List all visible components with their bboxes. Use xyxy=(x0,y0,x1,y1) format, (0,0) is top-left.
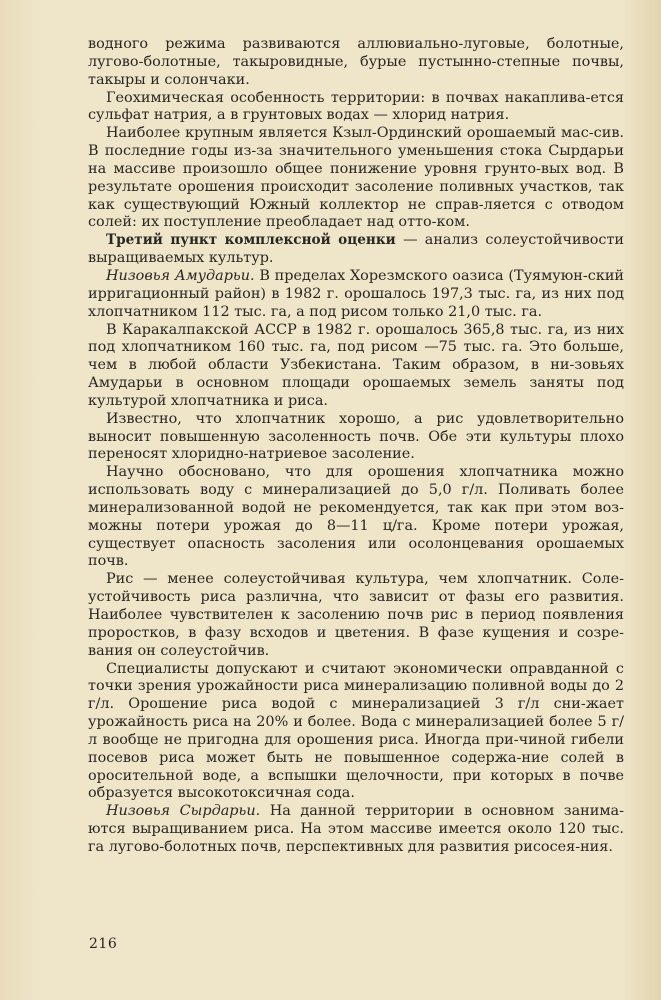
paragraph-6: В Каракалпакской АССР в 1982 г. орошалось 365,8 тыс. га, из них под хлопчатником 160 тыс. га, под рисом —75 тыс. га. Это больше, чем в любой области Узбекистана. Таким образом, в ни-зовьях Амударьи в основном площади орошаемых земель заняты под культурой хлопчатника и риса. xyxy=(88,321,624,409)
paragraph-8: Научно обосновано, что для орошения хлопчатника можно использовать воду с минерализацией до 5,0 г/л. Поливать более минерализованной водой не рекомендуется, так как при этом воз-можны потери урожая до 8—11 ц/га. Кроме потери урожая, существует опасность засоления или осолонцевания орошаемых почв. xyxy=(88,464,624,570)
paragraph-7: Известно, что хлопчатник хорошо, а рис удовлетворительно выносит повышенную засоленность почв. Обе эти культуры плохо переносят хлоридно-натриевое засоление. xyxy=(88,410,624,463)
paragraph-4: Третий пункт комплексной оценки — анализ солеустойчивости выращиваемых культур. xyxy=(88,232,624,267)
paragraph-9: Рис — менее солеустойчивая культура, чем хлопчатник. Соле-устойчивость риса различна, что зависит от фазы его развития. Наиболее чувствителен к засолению почв рис в период появления проростков, в фазу всходов и цветения. В фазе кущения и созре-вания он солеустойчив. xyxy=(88,571,624,659)
bold-lead: Третий пункт комплексной оценки xyxy=(106,232,396,249)
page-number: 216 xyxy=(89,936,118,952)
paragraph-5: Низовья Амударьи. В пределах Хорезмского оазиса (Туямуюн-ский ирригационный район) в 1982 г. орошалось 197,3 тыс. га, из них под хлопчатником 112 тыс. га, а под рисом только 21,0 тыс. га. xyxy=(88,267,624,320)
paragraph-11: Низовья Сырдарьи. На данной территории в основном занима-ются выращиванием риса. На этом массиве имеется около 120 тыс. га лугово-болотных почв, перспективных для развития рисосея-ния. xyxy=(88,803,624,855)
italic-lead-amudarya: Низовья Амударьи. xyxy=(106,267,255,284)
paragraph-10: Специалисты допускают и считают экономически оправданной с точки зрения урожайности риса минерализацию поливной воды до 2 г/л. Орошение риса водой с минерализацией 3 г/л сни-жает урожайность риса на 20% и более. Вода с минерализацией более 5 г/л вообще не пригодна для орошения риса. Иногда при-чиной гибели посевов риса может быть не повышенное содержа-ние солей в оросительной воде, а вспышки щелочности, при которых в почве образуется высокотоксичная сода. xyxy=(88,660,624,802)
paragraph-1: водного режима развиваются аллювиально-луговые, болотные, лугово-болотные, такыровидные, бурые пустынно-степные почвы, такыры и солончаки. xyxy=(88,36,624,88)
paragraph-3: Наиболее крупным является Кзыл-Ординский орошаемый мас-сив. В последние годы из-за значительного уменьшения стока Сырдарьи на массиве произошло общее понижение уровня грунто-вых вод. В результате орошения происходит засоление поливных участков, так как существующий Южный коллектор не справ-ляется с отводом солей: их поступление преобладает над отто-ком. xyxy=(88,125,624,231)
body-text xyxy=(88,36,624,857)
paragraph-2: Геохимическая особенность территории: в почвах накаплива-ется сульфат натрия, а в грунтовых водах — хлорид натрия. xyxy=(88,89,624,124)
italic-lead-syrdarya: Низовья Сырдарьи. xyxy=(106,803,261,820)
